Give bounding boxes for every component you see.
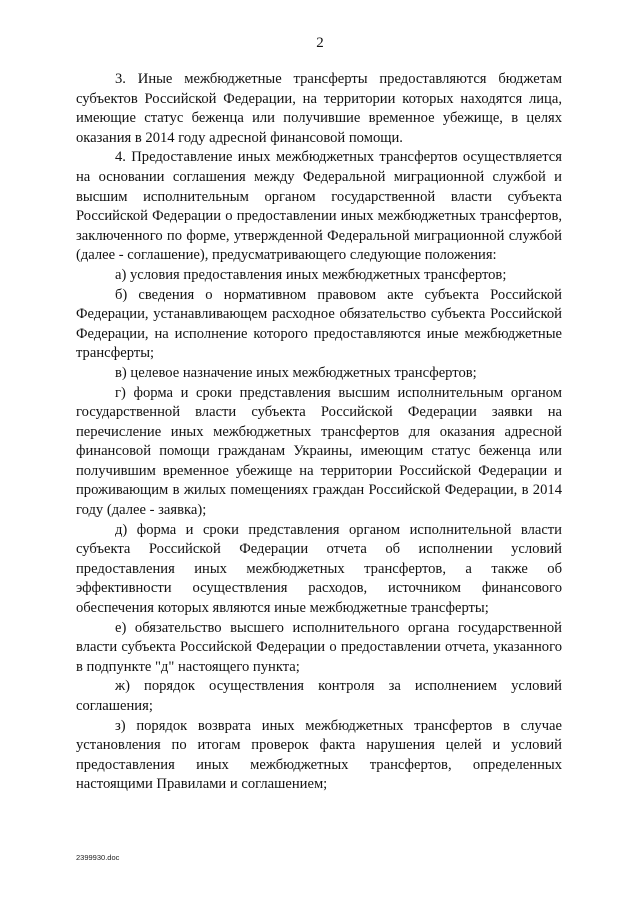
document-body (76, 70, 562, 795)
subitem-z: з) порядок возврата иных межбюджетных трансфертов в случае установления по итогам проверок факта нарушения целей и условий предоставления иных межбюджетных трансфертов, определенных настоящими Правилами и соглашением; (76, 717, 562, 793)
subitem-b: б) сведения о нормативном правовом акте субъекта Российской Федерации, устанавливающем расходное обязательство субъекта Российской Федерации, на исполнение которого предоставляются иные межбюджетные трансферты; (76, 286, 562, 362)
subitem-zh: ж) порядок осуществления контроля за исполнением условий соглашения; (76, 678, 562, 714)
subitem-e: е) обязательство высшего исполнительного органа государственной власти субъекта Российской Федерации о предоставлении отчета, указанного в подпункте "д" настоящего пункта; (76, 619, 562, 675)
paragraph-3: 3. Иные межбюджетные трансферты предоставляются бюджетам субъектов Российской Федерации, на территории которых находятся лица, имеющие статус беженца или получившие временное убежище, в целях оказания в 2014 году адресной финансовой помощи. (76, 71, 562, 146)
subitem-v: в) целевое назначение иных межбюджетных трансфертов; (115, 364, 477, 381)
page-number: 2 (316, 35, 324, 51)
subitem-d: д) форма и сроки представления органом исполнительной власти субъекта Российской Федерации отчета об исполнении условий предоставления иных межбюджетных трансфертов, а также об эффективности осуществления расходов, источником финансового обеспечения которых являются иные межбюджетные трансферты; (76, 521, 562, 617)
subitem-a: а) условия предоставления иных межбюджетных трансфертов; (115, 266, 507, 283)
footer-filename: 2399930.doc (76, 853, 120, 862)
subitem-g: г) форма и сроки представления высшим исполнительным органом государственной власти субъекта Российской Федерации заявки на перечисление иных межбюджетных трансфертов для оказания адресной финансовой помощи гражданам Украины, имеющим статус беженца или получившим временное убежище на территории Российской Федерации и проживающим в жилых помещениях граждан Российской Федерации, в 2014 году (далее - заявка); (76, 384, 562, 519)
paragraph-4: 4. Предоставление иных межбюджетных трансфертов осуществляется на основании соглашения между Федеральной миграционной службой и высшим исполнительным органом государственной власти субъекта Российской Федерации о предоставлении иных межбюджетных трансфертов, заключенного по форме, утвержденной Федеральной миграционной службой (далее - соглашение), предусматривающего следующие положения: (76, 149, 562, 264)
